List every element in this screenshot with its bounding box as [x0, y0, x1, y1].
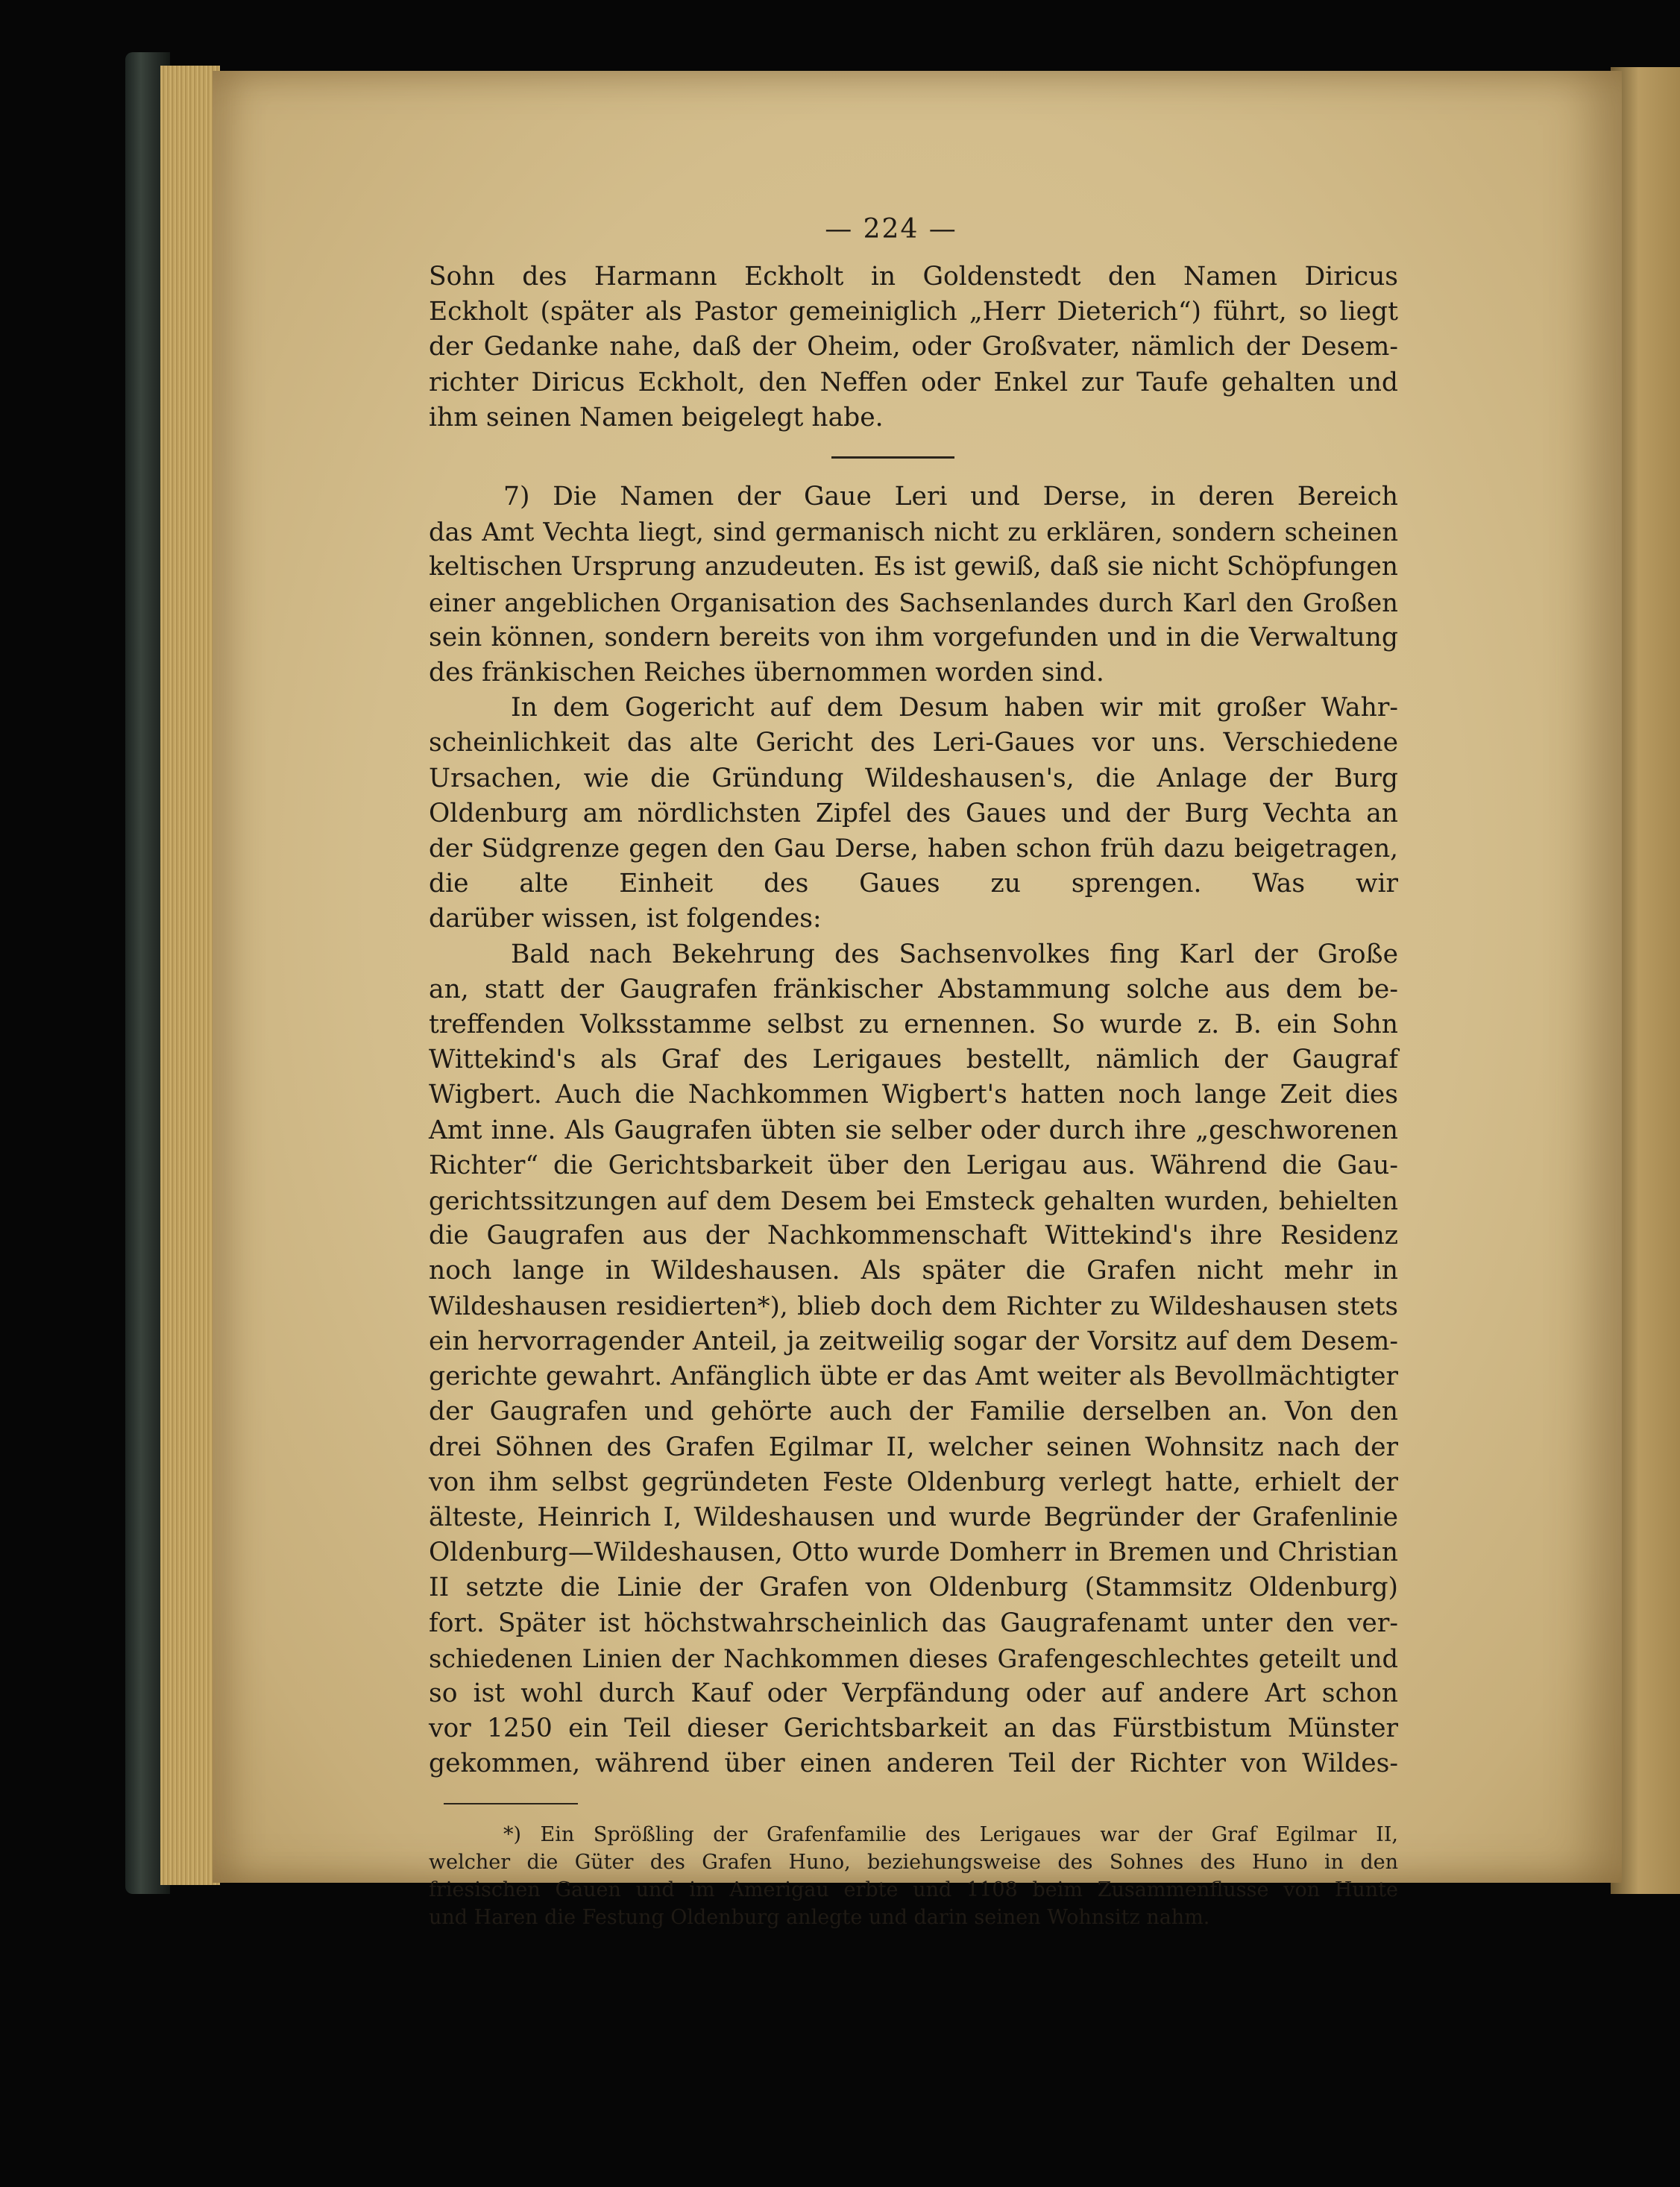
text-line: keltischen Ursprung anzudeuten. Es ist gewiß, daß sie nicht Schöpfungen	[429, 552, 1398, 582]
text-line: die alte Einheit des Gaues zu sprengen. Was wir	[429, 869, 1398, 899]
section-divider	[831, 456, 954, 459]
text-line: sein können, sondern bereits von ihm vorgefunden und in die Verwaltung	[429, 622, 1398, 652]
text-line: darüber wissen, ist folgendes:	[429, 904, 822, 934]
text-line: II setzte die Linie der Grafen von Oldenburg (Stammsitz Oldenburg)	[429, 1573, 1398, 1603]
text-line: schiedenen Linien der Nachkommen dieses Grafengeschlechtes geteilt und	[429, 1643, 1398, 1673]
text-line: drei Söhnen des Grafen Egilmar II, welcher seinen Wohnsitz nach der	[429, 1432, 1398, 1462]
text-line: ein hervorragender Anteil, ja zeitweilig sogar der Vorsitz auf dem Desem-	[429, 1326, 1398, 1356]
text-line: noch lange in Wildeshausen. Als später die Grafen nicht mehr in	[429, 1256, 1398, 1286]
text-line: In dem Gogericht auf dem Desum haben wir mit großer Wahr-	[511, 693, 1398, 723]
text-line: treffenden Volksstamme selbst zu ernennen. So wurde z. B. ein Sohn	[429, 1010, 1398, 1040]
text-line: Oldenburg—Wildeshausen, Otto wurde Domherr in Bremen und Christian	[429, 1538, 1398, 1568]
text-line: 7) Die Namen der Gaue Leri und Derse, in deren Bereich	[503, 482, 1398, 512]
text-line: fort. Später ist höchstwahrscheinlich das Gaugrafenamt unter den ver-	[429, 1608, 1398, 1638]
text-line: so ist wohl durch Kauf oder Verpfändung oder auf andere Art schon	[429, 1678, 1398, 1708]
footnote	[429, 1821, 1398, 1931]
text-line: das Amt Vechta liegt, sind germanisch nicht zu erklären, sondern scheinen	[429, 517, 1398, 547]
paragraph-history	[429, 937, 1398, 1782]
text-line: vor 1250 ein Teil dieser Gerichtsbarkeit an das Fürstbistum Münster	[429, 1714, 1398, 1744]
text-line: Richter“ die Gerichtsbarkeit über den Lerigau aus. Während die Gau-	[429, 1150, 1398, 1180]
text-line: Bald nach Bekehrung des Sachsenvolkes fing Karl der Große	[511, 939, 1398, 969]
footnote-line: welcher die Güter des Grafen Huno, beziehungsweise des Sohnes des Huno in den	[429, 1850, 1398, 1874]
paragraph-gogericht	[429, 690, 1398, 937]
text-line: gekommen, während über einen anderen Teil der Richter von Wildes-	[429, 1749, 1398, 1779]
text-line: Eckholt (später als Pastor gemeiniglich „Herr Dieterich“) führt, so liegt	[429, 297, 1398, 327]
text-line: Wigbert. Auch die Nachkommen Wigbert's hatten noch lange Zeit dies	[429, 1080, 1398, 1110]
text-line: Amt inne. Als Gaugrafen übten sie selber oder durch ihre „geschworenen	[429, 1115, 1398, 1145]
text-line: einer angeblichen Organisation des Sachsenlandes durch Karl den Großen	[429, 588, 1398, 617]
text-line: Oldenburg am nördlichsten Zipfel des Gaues und der Burg Vechta an	[429, 798, 1398, 828]
paragraph-continuation	[429, 259, 1398, 435]
text-line: der Gedanke nahe, daß der Oheim, oder Großvater, nämlich der Desem-	[429, 332, 1398, 362]
text-line: gerichte gewahrt. Anfänglich übte er das Amt weiter als Bevollmächtigter	[429, 1362, 1398, 1392]
paragraph-section-7	[429, 479, 1398, 690]
text-line: Wittekind's als Graf des Lerigaues bestellt, nämlich der Gaugraf	[429, 1045, 1398, 1075]
footnote-line: und Haren die Festung Oldenburg anlegte und darin seinen Wohnsitz nahm.	[429, 1905, 1210, 1929]
text-line: von ihm selbst gegründeten Feste Oldenburg verlegt hatte, erhielt der	[429, 1467, 1398, 1497]
text-line: Ursachen, wie die Gründung Wildeshausen's, die Anlage der Burg	[429, 763, 1398, 793]
text-line: richter Diricus Eckholt, den Neffen oder Enkel zur Taufe gehalten und	[429, 367, 1398, 397]
text-line: an, statt der Gaugrafen fränkischer Abstammung solche aus dem be-	[429, 974, 1398, 1004]
text-line: Wildeshausen residierten*), blieb doch dem Richter zu Wildeshausen stets	[429, 1291, 1398, 1321]
text-line: älteste, Heinrich I, Wildeshausen und wurde Begründer der Grafenlinie	[429, 1502, 1398, 1532]
page-number: — 224 —	[825, 214, 957, 245]
text-line: scheinlichkeit das alte Gericht des Leri-Gaues vor uns. Verschiedene	[429, 728, 1398, 758]
text-line: gerichtssitzungen auf dem Desem bei Emsteck gehalten wurden, behielten	[429, 1186, 1398, 1216]
text-line: ihm seinen Namen beigelegt habe.	[429, 402, 884, 432]
footnote-line: friesischen Gauen und im Amerigau erbte und 1108 beim Zusammenflusse von Hunte	[429, 1878, 1398, 1901]
text-line: der Südgrenze gegen den Gau Derse, haben schon früh dazu beigetragen,	[429, 834, 1398, 864]
footnote-divider	[444, 1803, 578, 1804]
footnote-line: *) Ein Sprößling der Grafenfamilie des Lerigaues war der Graf Egilmar II,	[503, 1822, 1398, 1846]
page-stack-edge	[160, 66, 220, 1885]
page-text	[429, 210, 1398, 1931]
text-line: der Gaugrafen und gehörte auch der Familie derselben an. Von den	[429, 1397, 1398, 1427]
text-line: Sohn des Harmann Eckholt in Goldenstedt den Namen Diricus	[429, 262, 1398, 292]
text-line: die Gaugrafen aus der Nachkommenschaft Wittekind's ihre Residenz	[429, 1221, 1398, 1251]
text-line: des fränkischen Reiches übernommen worden sind.	[429, 658, 1104, 688]
